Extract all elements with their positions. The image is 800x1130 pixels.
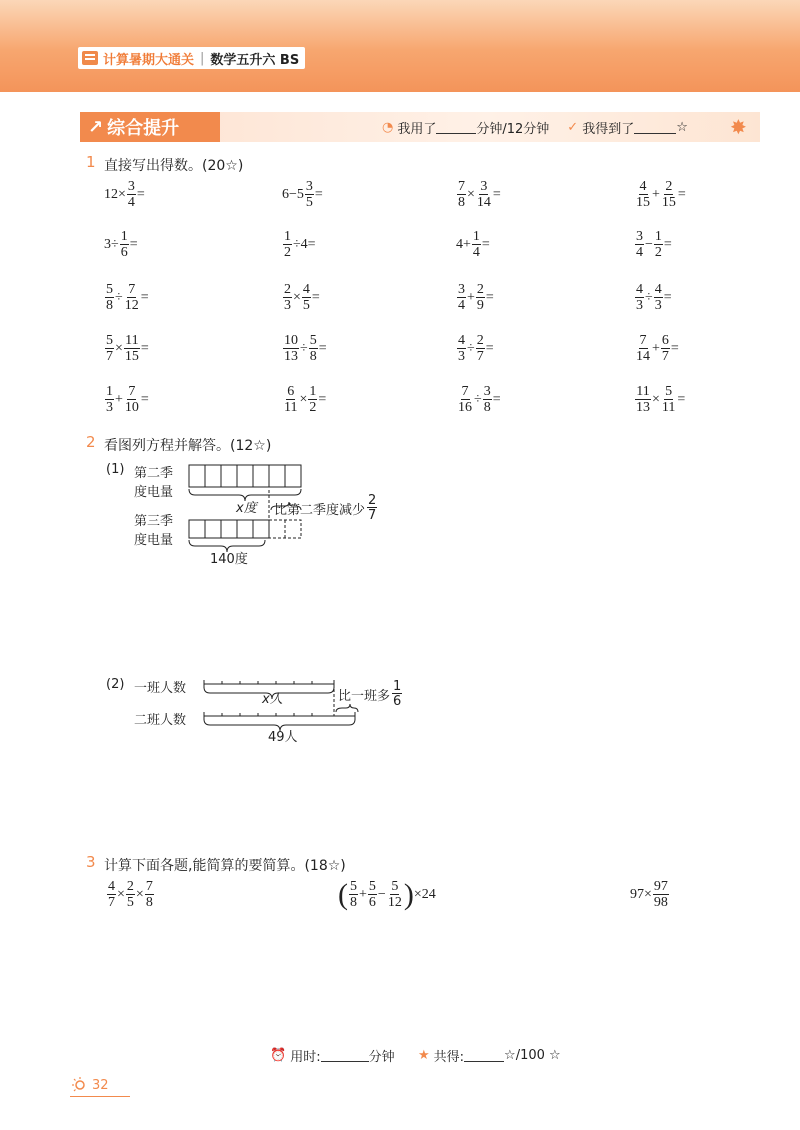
numerator: 7 [145,879,153,894]
score-suffix: ☆ [676,120,688,135]
expr-text: 4+ [456,237,471,252]
q2-part2-compare-text: 比一班多 [338,688,391,704]
expr-text: + [115,392,123,407]
fraction [107,880,116,910]
numerator: 1 [309,384,317,399]
q1-problem [456,283,494,313]
q3-problem-2 [338,880,436,910]
fraction [305,180,314,210]
expr-text: = [677,187,686,202]
denominator: 2 [309,400,317,415]
denominator: 10 [124,400,139,415]
q1-instruction: 直接写出得数。(20☆) [104,158,244,174]
expr-text: × [117,887,125,902]
q1-problem [104,385,149,415]
denominator: 4 [636,245,643,260]
footer-time-label: 用时: [290,1050,321,1065]
denominator: 15 [636,195,650,210]
expr-text: − [645,237,653,252]
q2-part2-compare-frac: 1 6 [393,679,402,709]
fraction [472,230,481,260]
numerator: 1 [106,384,113,399]
denominator: 15 [661,195,676,210]
fraction [457,283,466,313]
denominator: 5 [302,298,310,313]
footer-score-label: 共得: [433,1050,465,1065]
score-blank[interactable] [634,121,676,134]
numerator: 5 [391,879,399,894]
q2-part1-row2-label-b: 度电量 [134,533,174,548]
fraction [654,283,663,313]
expr-text: 97× [630,887,652,902]
denominator: 6 [120,245,128,260]
fraction [124,385,140,415]
fraction [635,385,651,415]
fraction [124,283,140,313]
denominator: 6 [368,895,376,910]
expr-text: = [663,290,672,305]
fraction [476,180,492,210]
denominator: 14 [476,195,491,210]
expr-text: + [652,187,660,202]
numerator: 7 [639,333,647,348]
fraction [126,880,135,910]
q1-problem [104,283,149,313]
expr-text: − [377,887,386,902]
numerator: 11 [636,384,650,399]
denominator: 3 [654,298,662,313]
fraction [635,230,644,260]
alarm-clock-icon: ⏰ [270,1048,287,1063]
numerator: 4 [636,282,643,297]
bar-q2-season [189,465,301,487]
sun-icon [72,1077,88,1093]
expr-text: + [467,290,475,305]
fraction [387,880,403,910]
numerator: 5 [106,333,113,348]
q2-part2-x-label: x人 [262,692,283,707]
denominator: 13 [636,400,650,415]
footer-score-suffix: ☆/100 ☆ [504,1048,561,1063]
page-number: 32 [92,1078,109,1093]
expr-text: = [481,237,490,252]
denominator: 9 [476,298,484,313]
q2-part2-row2-label: 二班人数 [134,713,187,728]
numerator: 2 [665,179,673,194]
expr-text: ÷ [474,392,482,407]
denominator: 8 [106,298,113,313]
expr-text: ÷ [645,290,653,305]
q1-problem [282,180,323,210]
page-number-underline [70,1096,130,1097]
denominator: 8 [350,895,357,910]
expr-text: = [136,187,145,202]
denominator: 3 [636,298,643,313]
expr-text: = [677,392,686,407]
denominator: 7 [661,349,669,364]
q2-part2-compare [338,680,403,708]
numerator: 7 [458,179,465,194]
bar-q3-season [189,520,269,538]
fraction [661,180,677,210]
q1-problem [104,334,149,364]
close-paren: ) [403,878,414,911]
section-bar [80,112,760,142]
fraction [635,334,651,364]
q2-part1-row2-label-a: 第三季 [134,514,174,529]
q1-problem [456,385,501,415]
fraction [302,283,311,313]
numerator: 3 [305,179,313,194]
fraction [120,230,129,260]
expr-text: = [485,341,494,356]
time-used-suffix: 分钟/12分钟 [476,122,550,137]
expr-text: × [135,887,144,902]
fraction [661,385,676,415]
fraction [457,385,473,415]
expr-text: × [299,392,308,407]
numerator: 5 [368,879,376,894]
numerator: 3 [480,179,488,194]
denominator: 7 [476,349,484,364]
expr-text: ÷ [115,290,123,305]
q2-number: 2 [86,433,96,451]
denominator: 4 [472,245,480,260]
numerator: 4 [302,282,310,297]
fraction [654,230,663,260]
star-icon: ★ [418,1048,430,1063]
numerator: 10 [284,333,298,348]
q3-problem-2-inner [348,880,404,910]
fraction [476,283,485,313]
numerator: 5 [350,879,357,894]
footer-time-unit: 分钟 [368,1050,395,1065]
fraction [124,334,140,364]
fraction [368,880,377,910]
fraction [483,385,492,415]
fraction [309,334,318,364]
numerator: 1 [120,229,128,244]
fraction [105,334,114,364]
fraction [105,283,114,313]
numerator: 4 [458,333,465,348]
numerator: 3 [483,384,491,399]
fraction [635,283,644,313]
fraction [661,334,670,364]
expr-text: × [467,187,475,202]
numerator: 4 [639,179,647,194]
q3-number: 3 [86,853,96,871]
expr-text: = [140,392,149,407]
denominator: 13 [284,349,298,364]
numerator: 6 [287,384,295,399]
section-title-badge [80,112,220,142]
book-tag [78,47,305,69]
q1-problem [456,180,501,210]
separator: | [200,50,205,66]
check-circle-icon: ✓ [567,120,579,135]
q1-problem [456,230,490,260]
q1-problem [634,283,672,313]
denominator: 12 [124,298,139,313]
expr-text: ÷ [300,341,308,356]
q1-problem [282,230,316,260]
expr-text: = [314,187,323,202]
numerator: 5 [665,384,673,399]
numerator: 3 [127,179,135,194]
numerator: 7 [461,384,469,399]
time-used [382,118,688,137]
q1-problem [634,385,685,415]
denominator: 11 [284,400,298,415]
q3-problem-1 [106,880,155,910]
numerator: 5 [106,282,113,297]
subject-title: 数学五升六 BS [210,52,300,68]
numerator: 1 [654,229,662,244]
expr-text: = [140,290,149,305]
fraction [635,180,651,210]
fraction [457,180,466,210]
denominator: 15 [124,349,139,364]
expr-text: = [318,392,327,407]
time-used-blank[interactable] [436,121,476,134]
expr-text: = [129,237,138,252]
expr-text: = [485,290,494,305]
numerator: 97 [653,879,668,894]
expr-text: = [670,341,679,356]
trend-up-icon: ↗ [88,116,104,138]
star-decoration-icon: ✸ [730,115,747,139]
numerator: 3 [636,229,643,244]
fraction [653,880,669,910]
expr-text: ÷ [467,341,475,356]
footer-time [270,1046,395,1065]
numerator: 4 [654,282,662,297]
clock-icon: ◔ [382,120,394,135]
expr-text: = [140,341,149,356]
header-band [0,0,800,92]
numerator: 1 [284,229,291,244]
denominator: 14 [636,349,650,364]
numerator: 7 [128,282,136,297]
q1-problem [634,230,672,260]
expr-text: 6−5 [282,187,304,202]
expr-text: + [652,341,660,356]
book-icon [82,51,98,65]
denominator: 2 [654,245,662,260]
numerator: 2 [284,282,291,297]
expr-text: 3÷ [104,237,119,252]
numerator: 7 [128,384,136,399]
numerator: 11 [125,333,139,348]
q3-problem-2-tail: ×24 [413,887,436,902]
fraction [457,334,466,364]
expr-text: ÷4= [293,237,316,252]
fraction [145,880,154,910]
time-used-prefix: 我用了 [397,122,437,137]
denominator: 12 [387,895,402,910]
q2-part1-compare-frac: 2 7 [368,493,377,523]
expr-text: + [359,887,367,902]
q1-number: 1 [86,153,96,171]
denominator: 7 [108,895,115,910]
denominator: 5 [126,895,134,910]
q2-part1-x-label: x度 [236,501,257,516]
expr-text: = [318,341,327,356]
open-paren: ( [338,878,348,911]
q1-problem [282,385,326,415]
q2-part2-total-label: 49人 [268,730,298,745]
fraction [476,334,485,364]
expr-text: × [652,392,660,407]
fraction [283,334,299,364]
q1-problem [282,334,327,364]
q2-part2-index: (2) [106,677,125,692]
denominator: 3 [284,298,291,313]
q2-part1-compare-text: 比第二季度减少 [274,502,366,518]
score-prefix: 我得到了 [582,122,635,137]
q2-part2-row1-label: 一班人数 [134,681,187,696]
expr-text: × [293,290,301,305]
denominator: 7 [106,349,113,364]
denominator: 8 [309,349,317,364]
q2-part1-row1-label-b: 度电量 [134,485,174,500]
fraction [127,180,136,210]
q1-problem [456,334,494,364]
q2-instruction: 看图列方程并解答。(12☆) [104,438,272,454]
numerator: 1 [472,229,480,244]
denominator: 3 [458,349,465,364]
q2-part1-index: (1) [106,462,125,477]
numerator: 2 [476,282,484,297]
series-title: 计算暑期大通关 [103,52,195,68]
expr-text: = [663,237,672,252]
denominator: 8 [145,895,153,910]
q3-problem-3 [630,880,670,910]
footer-time-blank[interactable] [321,1049,369,1062]
fraction [283,283,292,313]
numerator: 3 [458,282,465,297]
expr-text: × [115,341,123,356]
expr-text: = [311,290,320,305]
fraction [349,880,358,910]
numerator: 2 [476,333,484,348]
q1-problem [634,334,679,364]
fraction [308,385,317,415]
denominator: 3 [106,400,113,415]
expr-text: 12× [104,187,126,202]
q1-problem [634,180,686,210]
fraction [283,230,292,260]
denominator: 5 [305,195,313,210]
numerator: 2 [126,879,134,894]
denominator: 4 [127,195,135,210]
q1-problem [282,283,320,313]
denominator: 4 [458,298,465,313]
fraction [283,385,298,415]
denominator: 98 [653,895,668,910]
q1-problem [104,180,145,210]
q2-part1-compare [274,494,378,522]
q2-part1-row1-label-a: 第二季 [134,466,174,481]
q3-instruction: 计算下面各题,能简算的要简算。(18☆) [104,858,346,874]
denominator: 8 [483,400,491,415]
footer-score-blank[interactable] [464,1049,504,1062]
expr-text: = [492,187,501,202]
section-title: 综合提升 [107,118,180,139]
q1-problem [104,230,138,260]
q2-part1-total-label: 140度 [210,552,248,567]
fraction [105,385,114,415]
numerator: 6 [661,333,669,348]
denominator: 8 [458,195,465,210]
denominator: 2 [284,245,291,260]
expr-text: = [492,392,501,407]
numerator: 4 [108,879,115,894]
denominator: 11 [661,400,676,415]
denominator: 16 [458,400,472,415]
numerator: 5 [309,333,317,348]
footer-score [418,1046,561,1065]
